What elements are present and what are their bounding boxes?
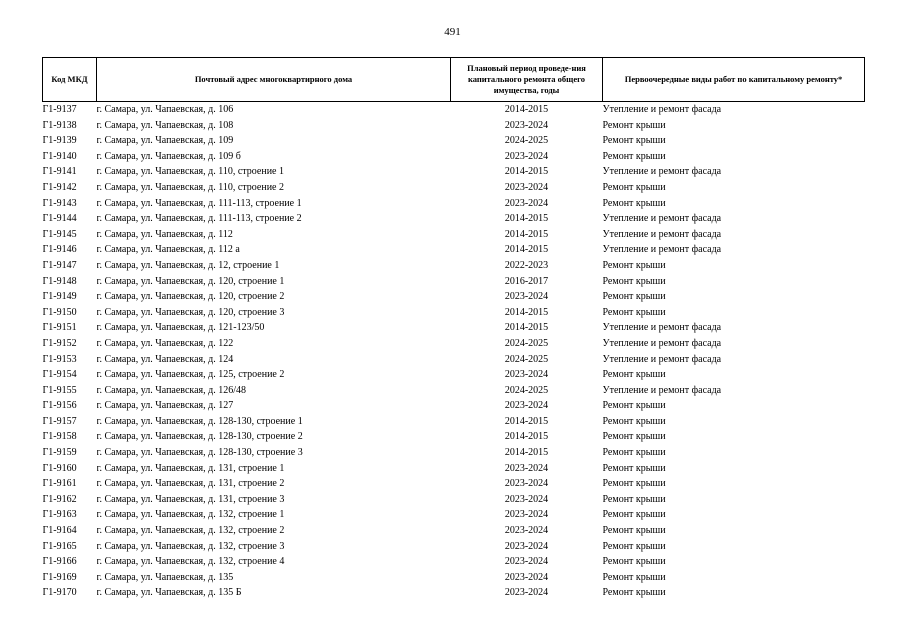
cell-works: Утепление и ремонт фасада bbox=[602, 213, 722, 225]
cell-works: Утепление и ремонт фасада bbox=[602, 322, 722, 334]
cell-period: 2024-2025 bbox=[504, 384, 549, 396]
cell-address: г. Самара, ул. Чапаевская, д. 126/48 bbox=[96, 384, 247, 396]
table-row bbox=[43, 461, 865, 477]
cell-works: Ремонт крыши bbox=[602, 369, 666, 381]
cell-code: Г1-9147 bbox=[42, 259, 77, 271]
cell-period: 2023-2024 bbox=[504, 197, 549, 209]
cell-works: Ремонт крыши bbox=[602, 150, 666, 162]
cell-address: г. Самара, ул. Чапаевская, д. 120, строение 2 bbox=[96, 291, 285, 303]
cell-period: 2023-2024 bbox=[504, 525, 549, 537]
table-row bbox=[43, 476, 865, 492]
cell-period: 2023-2024 bbox=[504, 462, 549, 474]
cell-address: г. Самара, ул. Чапаевская, д. 125, строение 2 bbox=[96, 369, 285, 381]
cell-period: 2024-2025 bbox=[504, 135, 549, 147]
cell-address: г. Самара, ул. Чапаевская, д. 110, строение 1 bbox=[96, 166, 284, 178]
cell-works: Ремонт крыши bbox=[602, 197, 666, 209]
cell-code: Г1-9155 bbox=[42, 384, 77, 396]
cell-code: Г1-9166 bbox=[42, 556, 77, 568]
cell-address: г. Самара, ул. Чапаевская, д. 109 б bbox=[96, 150, 241, 162]
header-code: Код МКД bbox=[43, 58, 97, 102]
cell-address: г. Самара, ул. Чапаевская, д. 135 bbox=[96, 571, 234, 583]
table-row bbox=[43, 274, 865, 290]
cell-works: Ремонт крыши bbox=[602, 415, 666, 427]
cell-address: г. Самара, ул. Чапаевская, д. 124 bbox=[96, 353, 234, 365]
cell-works: Ремонт крыши bbox=[602, 447, 666, 459]
cell-works: Утепление и ремонт фасада bbox=[602, 166, 722, 178]
cell-address: г. Самара, ул. Чапаевская, д. 131, строение 2 bbox=[96, 478, 285, 490]
cell-address: г. Самара, ул. Чапаевская, д. 128-130, строение 3 bbox=[96, 447, 303, 459]
cell-period: 2014-2015 bbox=[504, 244, 549, 256]
cell-address: г. Самара, ул. Чапаевская, д. 110, строение 2 bbox=[96, 181, 284, 193]
cell-works: Ремонт крыши bbox=[602, 431, 666, 443]
cell-code: Г1-9141 bbox=[42, 166, 77, 178]
cell-address: г. Самара, ул. Чапаевская, д. 132, строение 3 bbox=[96, 540, 285, 552]
cell-code: Г1-9143 bbox=[42, 197, 77, 209]
cell-address: г. Самара, ул. Чапаевская, д. 132, строение 2 bbox=[96, 525, 285, 537]
cell-period: 2022-2023 bbox=[504, 259, 549, 271]
cell-address: г. Самара, ул. Чапаевская, д. 128-130, строение 1 bbox=[96, 415, 303, 427]
cell-address: г. Самара, ул. Чапаевская, д. 120, строение 1 bbox=[96, 275, 285, 287]
cell-code: Г1-9144 bbox=[42, 213, 77, 225]
table-row bbox=[43, 352, 865, 368]
cell-works: Утепление и ремонт фасада bbox=[602, 244, 722, 256]
table-row bbox=[43, 227, 865, 243]
page-number: 491 bbox=[444, 26, 461, 38]
cell-address: г. Самара, ул. Чапаевская, д. 120, строение 3 bbox=[96, 306, 285, 318]
cell-works: Утепление и ремонт фасада bbox=[602, 104, 722, 115]
cell-code: Г1-9157 bbox=[42, 415, 77, 427]
cell-works: Ремонт крыши bbox=[602, 556, 666, 568]
cell-period: 2023-2024 bbox=[504, 556, 549, 568]
cell-address: г. Самара, ул. Чапаевская, д. 106 bbox=[96, 104, 234, 115]
cell-period: 2014-2015 bbox=[504, 213, 549, 225]
cell-period: 2023-2024 bbox=[504, 369, 549, 381]
cell-works: Ремонт крыши bbox=[602, 275, 666, 287]
table-row bbox=[43, 507, 865, 523]
cell-code: Г1-9161 bbox=[42, 478, 77, 490]
cell-code: Г1-9169 bbox=[42, 571, 77, 583]
cell-code: Г1-9163 bbox=[42, 509, 77, 521]
cell-period: 2014-2015 bbox=[504, 166, 549, 178]
cell-works: Ремонт крыши bbox=[602, 525, 666, 537]
cell-period: 2023-2024 bbox=[504, 587, 549, 599]
table-row bbox=[43, 554, 865, 570]
cell-address: г. Самара, ул. Чапаевская, д. 132, строение 4 bbox=[96, 556, 285, 568]
cell-code: Г1-9145 bbox=[42, 228, 77, 240]
cell-address: г. Самара, ул. Чапаевская, д. 135 Б bbox=[96, 587, 242, 599]
cell-period: 2014-2015 bbox=[504, 104, 549, 115]
table-row bbox=[43, 492, 865, 508]
cell-address: г. Самара, ул. Чапаевская, д. 122 bbox=[96, 337, 234, 349]
cell-period: 2014-2015 bbox=[504, 447, 549, 459]
cell-period: 2023-2024 bbox=[504, 540, 549, 552]
table-row bbox=[43, 289, 865, 305]
cell-code: Г1-9153 bbox=[42, 353, 77, 365]
table-row bbox=[43, 102, 865, 118]
table-row bbox=[43, 523, 865, 539]
cell-period: 2023-2024 bbox=[504, 400, 549, 412]
cell-works: Ремонт крыши bbox=[602, 540, 666, 552]
table-row bbox=[43, 570, 865, 586]
cell-code: Г1-9162 bbox=[42, 493, 77, 505]
cell-period: 2023-2024 bbox=[504, 571, 549, 583]
cell-address: г. Самара, ул. Чапаевская, д. 111-113, строение 2 bbox=[96, 213, 302, 225]
cell-period: 2016-2017 bbox=[504, 275, 549, 287]
cell-code: Г1-9154 bbox=[42, 369, 77, 381]
table-row bbox=[43, 383, 865, 399]
cell-code: Г1-9159 bbox=[42, 447, 77, 459]
cell-works: Ремонт крыши bbox=[602, 571, 666, 583]
cell-code: Г1-9170 bbox=[42, 587, 77, 599]
cell-works: Ремонт крыши bbox=[602, 509, 666, 521]
table-row bbox=[43, 305, 865, 321]
cell-code: Г1-9148 bbox=[42, 275, 77, 287]
cell-period: 2014-2015 bbox=[504, 431, 549, 443]
cell-period: 2023-2024 bbox=[504, 181, 549, 193]
cell-code: Г1-9156 bbox=[42, 400, 77, 412]
table-row bbox=[43, 196, 865, 212]
cell-code: Г1-9165 bbox=[42, 540, 77, 552]
cell-code: Г1-9142 bbox=[42, 181, 77, 193]
cell-address: г. Самара, ул. Чапаевская, д. 131, строение 1 bbox=[96, 462, 285, 474]
table-row bbox=[43, 133, 865, 149]
cell-code: Г1-9139 bbox=[42, 135, 77, 147]
cell-period: 2024-2025 bbox=[504, 353, 549, 365]
table-row bbox=[43, 118, 865, 134]
cell-works: Ремонт крыши bbox=[602, 135, 666, 147]
cell-period: 2023-2024 bbox=[504, 119, 549, 131]
cell-address: г. Самара, ул. Чапаевская, д. 128-130, строение 2 bbox=[96, 431, 303, 443]
cell-works: Ремонт крыши bbox=[602, 306, 666, 318]
capital-repair-table bbox=[42, 57, 865, 601]
cell-address: г. Самара, ул. Чапаевская, д. 112 а bbox=[96, 244, 240, 256]
cell-period: 2023-2024 bbox=[504, 493, 549, 505]
cell-address: г. Самара, ул. Чапаевская, д. 111-113, строение 1 bbox=[96, 197, 302, 209]
cell-address: г. Самара, ул. Чапаевская, д. 12, строение 1 bbox=[96, 259, 280, 271]
table-row bbox=[43, 180, 865, 196]
cell-period: 2014-2015 bbox=[504, 228, 549, 240]
table-header bbox=[43, 58, 865, 102]
cell-works: Ремонт крыши bbox=[602, 259, 666, 271]
cell-period: 2014-2015 bbox=[504, 306, 549, 318]
table-row bbox=[43, 445, 865, 461]
cell-works: Утепление и ремонт фасада bbox=[602, 353, 722, 365]
cell-code: Г1-9140 bbox=[42, 150, 77, 162]
cell-code: Г1-9164 bbox=[42, 525, 77, 537]
cell-works: Ремонт крыши bbox=[602, 181, 666, 193]
table-row bbox=[43, 336, 865, 352]
cell-works: Утепление и ремонт фасада bbox=[602, 337, 722, 349]
cell-period: 2023-2024 bbox=[504, 478, 549, 490]
cell-works: Утепление и ремонт фасада bbox=[602, 384, 722, 396]
cell-works: Ремонт крыши bbox=[602, 119, 666, 131]
cell-code: Г1-9151 bbox=[42, 322, 77, 334]
table-row bbox=[43, 414, 865, 430]
cell-works: Ремонт крыши bbox=[602, 400, 666, 412]
table-row bbox=[43, 149, 865, 165]
cell-code: Г1-9150 bbox=[42, 306, 77, 318]
table-row bbox=[43, 242, 865, 258]
cell-period: 2024-2025 bbox=[504, 337, 549, 349]
cell-works: Ремонт крыши bbox=[602, 462, 666, 474]
table-row bbox=[43, 211, 865, 227]
table-body bbox=[43, 102, 865, 602]
cell-works: Утепление и ремонт фасада bbox=[602, 228, 722, 240]
header-address: Почтовый адрес многоквартирного дома bbox=[97, 58, 451, 102]
cell-period: 2023-2024 bbox=[504, 150, 549, 162]
cell-address: г. Самара, ул. Чапаевская, д. 121-123/50 bbox=[96, 322, 265, 334]
cell-code: Г1-9149 bbox=[42, 291, 77, 303]
table-row bbox=[43, 585, 865, 601]
header-period: Плановый период проведе-ния капитального ремонта общего имущества, годы bbox=[451, 58, 603, 102]
cell-address: г. Самара, ул. Чапаевская, д. 127 bbox=[96, 400, 234, 412]
header-row bbox=[43, 58, 865, 102]
cell-address: г. Самара, ул. Чапаевская, д. 108 bbox=[96, 119, 234, 131]
cell-code: Г1-9160 bbox=[42, 462, 77, 474]
table-row bbox=[43, 398, 865, 414]
cell-period: 2023-2024 bbox=[504, 291, 549, 303]
header-works: Первоочередные виды работ по капитальному ремонту* bbox=[603, 58, 865, 102]
cell-code: Г1-9137 bbox=[42, 104, 77, 115]
cell-code: Г1-9152 bbox=[42, 337, 77, 349]
cell-code: Г1-9146 bbox=[42, 244, 77, 256]
cell-period: 2023-2024 bbox=[504, 509, 549, 521]
cell-period: 2014-2015 bbox=[504, 322, 549, 334]
table-row bbox=[43, 429, 865, 445]
cell-code: Г1-9158 bbox=[42, 431, 77, 443]
cell-works: Ремонт крыши bbox=[602, 291, 666, 303]
cell-works: Ремонт крыши bbox=[602, 478, 666, 490]
cell-period: 2014-2015 bbox=[504, 415, 549, 427]
table-row bbox=[43, 539, 865, 555]
cell-works: Ремонт крыши bbox=[602, 493, 666, 505]
cell-address: г. Самара, ул. Чапаевская, д. 132, строение 1 bbox=[96, 509, 285, 521]
cell-address: г. Самара, ул. Чапаевская, д. 131, строение 3 bbox=[96, 493, 285, 505]
table-row bbox=[43, 258, 865, 274]
cell-works: Ремонт крыши bbox=[602, 587, 666, 599]
cell-code: Г1-9138 bbox=[42, 119, 77, 131]
table-row bbox=[43, 164, 865, 180]
table-row bbox=[43, 320, 865, 336]
cell-address: г. Самара, ул. Чапаевская, д. 109 bbox=[96, 135, 234, 147]
table-row bbox=[43, 367, 865, 383]
cell-address: г. Самара, ул. Чапаевская, д. 112 bbox=[96, 228, 233, 240]
